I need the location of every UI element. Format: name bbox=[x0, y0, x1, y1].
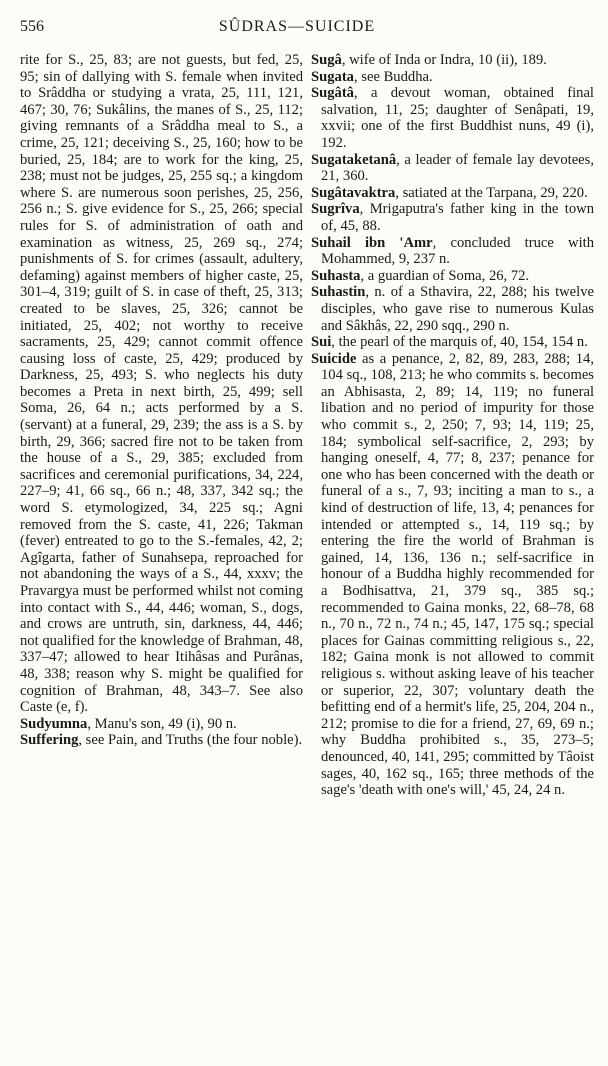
headword: Sugâtavaktra bbox=[311, 184, 396, 201]
entry-text: , Mrigaputra's father king in the town of, 45, 88. bbox=[321, 201, 594, 234]
index-entry bbox=[311, 334, 594, 351]
index-entry bbox=[311, 69, 594, 86]
headword: Suicide bbox=[311, 350, 357, 367]
entry-text: , Manu's son, 49 (i), 90 n. bbox=[87, 715, 237, 732]
entry-text: , a guardian of Soma, 26, 72. bbox=[360, 267, 530, 284]
index-entry bbox=[20, 732, 303, 749]
headword: Sugata bbox=[311, 68, 354, 85]
page-header bbox=[20, 18, 594, 46]
headword: Sugataketanâ bbox=[311, 151, 397, 168]
headword: Suffering bbox=[20, 732, 79, 749]
entry-text: , n. of a Sthavira, 22, 288; his twelve disciples, who gave rise to numerous Kulas and Sâkhâs, 22, 290 sqq., 290 n. bbox=[321, 284, 594, 334]
headword: Suhail ibn 'Amr bbox=[311, 234, 433, 251]
entry-text: , the pearl of the marquis of, 40, 154, 154 n. bbox=[331, 334, 588, 351]
index-entry bbox=[311, 235, 594, 268]
left-column bbox=[20, 52, 303, 799]
index-entry bbox=[311, 284, 594, 334]
entry-text: , concluded truce with Mohammed, 9, 237 n. bbox=[321, 234, 594, 268]
index-entry bbox=[311, 351, 594, 799]
entry-text: as a penance, 2, 82, 89, 283, 288; 14, 104 sq., 108, 213; he who commits s. becomes an Abhisasta, 2, 89; 14, 119; no funeral libation and no period of impurity for those who commit s., 2, 250; 7, 93; 14, 119; 25, 184; symbolical self-sacrifice, 2, 293; by hanging oneself, 4, 77; 8, 237; penance for one who has been concerned with the death or funeral of a s., 7, 93; inciting a man to s., a kind of destruction of life, 13, 4; penances for intended or attempted s., 14, 119 sq.; by entering the fire the world of Brahman is gained, 14, 136, 136 n.; self-sacrifice in honour of a Buddha highly recommended for a Bodhisattva, 21, 379 sq., 385 sq.; recommended to Gaina monks, 22, 68–78, 68 n., 70 n., 72 n., 74 n.; 45, 147, 175 sq.; special places for Gainas committing religious s., 22, 182; Gaina monk is not allowed to commit religious s. without asking leave of his teacher or superior, 22, 307; voluntary death the befitting end of a hermit's life, 25, 204, 204 n., 212; promise to die for a friend, 27, 69, 69 n.; why Buddha prohibited s., 35, 273–5; denounced, 40, 141, 295; committed by Tâoist sages, 40, 162 sq., 165; three methods of the sage's 'death with one's will,' 45, 24, 24 n. bbox=[321, 350, 594, 799]
entry-text: , a devout woman, obtained final salvation, 11, 25; daughter of Senâpati, 19, xxvii; one of the first Buddhist nuns, 49 (i), 192. bbox=[321, 85, 594, 151]
index-entry bbox=[311, 268, 594, 285]
headword: Sudyumna bbox=[20, 715, 88, 732]
index-entry bbox=[20, 716, 303, 733]
headword: Suhasta bbox=[311, 267, 361, 284]
index-entry bbox=[311, 85, 594, 151]
index-columns bbox=[20, 52, 594, 799]
index-entry bbox=[311, 52, 594, 69]
index-entry bbox=[311, 201, 594, 234]
index-entry bbox=[311, 185, 594, 202]
entry-text: , a leader of female lay devotees, 21, 360. bbox=[321, 151, 594, 185]
entry-text: , wife of Inda or Indra, 10 (ii), 189. bbox=[341, 52, 547, 68]
continuation-text: rite for S., 25, 83; are not guests, but fed, 25, 95; sin of dallying with S. female when invited to Srâddha or studying a vrata, 25, 111, 121, 467; 30, 76; Sukâlins, the manes of S., 25, 112; giving remnants of a Srâddha meal to S., a crime, 25, 121; deceiving S., 25, 160; how to be buried, 25, 184; are to work for the king, 25, 238; must not be judges, 25, 255 sq.; a kingdom where S. are numerous soon perishes, 25, 256, 256 n.; S. give evidence for S., 25, 266; special rules for S. of administration of oath and examination as witness, 25, 269 sq., 274; punishments of S. for crimes (assault, adultery, defaming) against members of higher caste, 25, 301–4, 319; guilt of S. in case of theft, 25, 313; created to be slaves, 25, 326; cannot be initiated, 25, 402; not worthy to receive sacraments, 25, 429; cannot commit offence causing loss of caste, 25, 429; produced by Darkness, 25, 493; S. who neglects his duty becomes a Preta in next birth, 25, 499; sell Soma, 26, 64 n.; acts performed by a S. (servant) at a funeral, 29, 239; the ass is a S. by birth, 29, 366; sacred fire not to be taken from the house of a S., 29, 385; excluded from sacrifices and ceremonial purifications, 34, 224, 227–9; 41, 66 sq., 66 n.; 48, 337, 342 sq.; the word S. etymologized, 34, 225 sq.; Agni removed from the S. caste, 41, 226; Takman (fever) entreated to go to the S.-females, 42, 2; Agîgarta, father of Sunahsepa, reproached for not abandoning the ways of a S., 44, xxxv; the Pravargya must be performed whilst not coming into contact with S., 44, 446; woman, S., dogs, and crows are untruth, sin, darkness, 44, 446; not qualified for the knowledge of Brahman, 48, 337–47; allowed to hear Itihâsas and Purânas, 48, 338; reason why S. might be qualified for cognition of Brahman, 48, 343–7. See also Caste (e, f). bbox=[20, 52, 303, 716]
entry-text: , see Buddha. bbox=[353, 68, 433, 85]
running-head: SÛDRAS—SUICIDE bbox=[218, 18, 376, 35]
headword: Suhastin bbox=[311, 284, 366, 301]
index-entry bbox=[311, 152, 594, 185]
headword: Sugrîva bbox=[311, 201, 360, 218]
right-column bbox=[311, 52, 594, 799]
entry-text: , see Pain, and Truths (the four noble). bbox=[78, 732, 303, 749]
headword: Sugâtâ bbox=[311, 85, 354, 102]
headword: Sui bbox=[311, 334, 332, 351]
entry-text: , satiated at the Tarpana, 29, 220. bbox=[395, 184, 588, 201]
headword: Sugâ bbox=[311, 52, 342, 68]
page-number: 556 bbox=[20, 18, 44, 35]
